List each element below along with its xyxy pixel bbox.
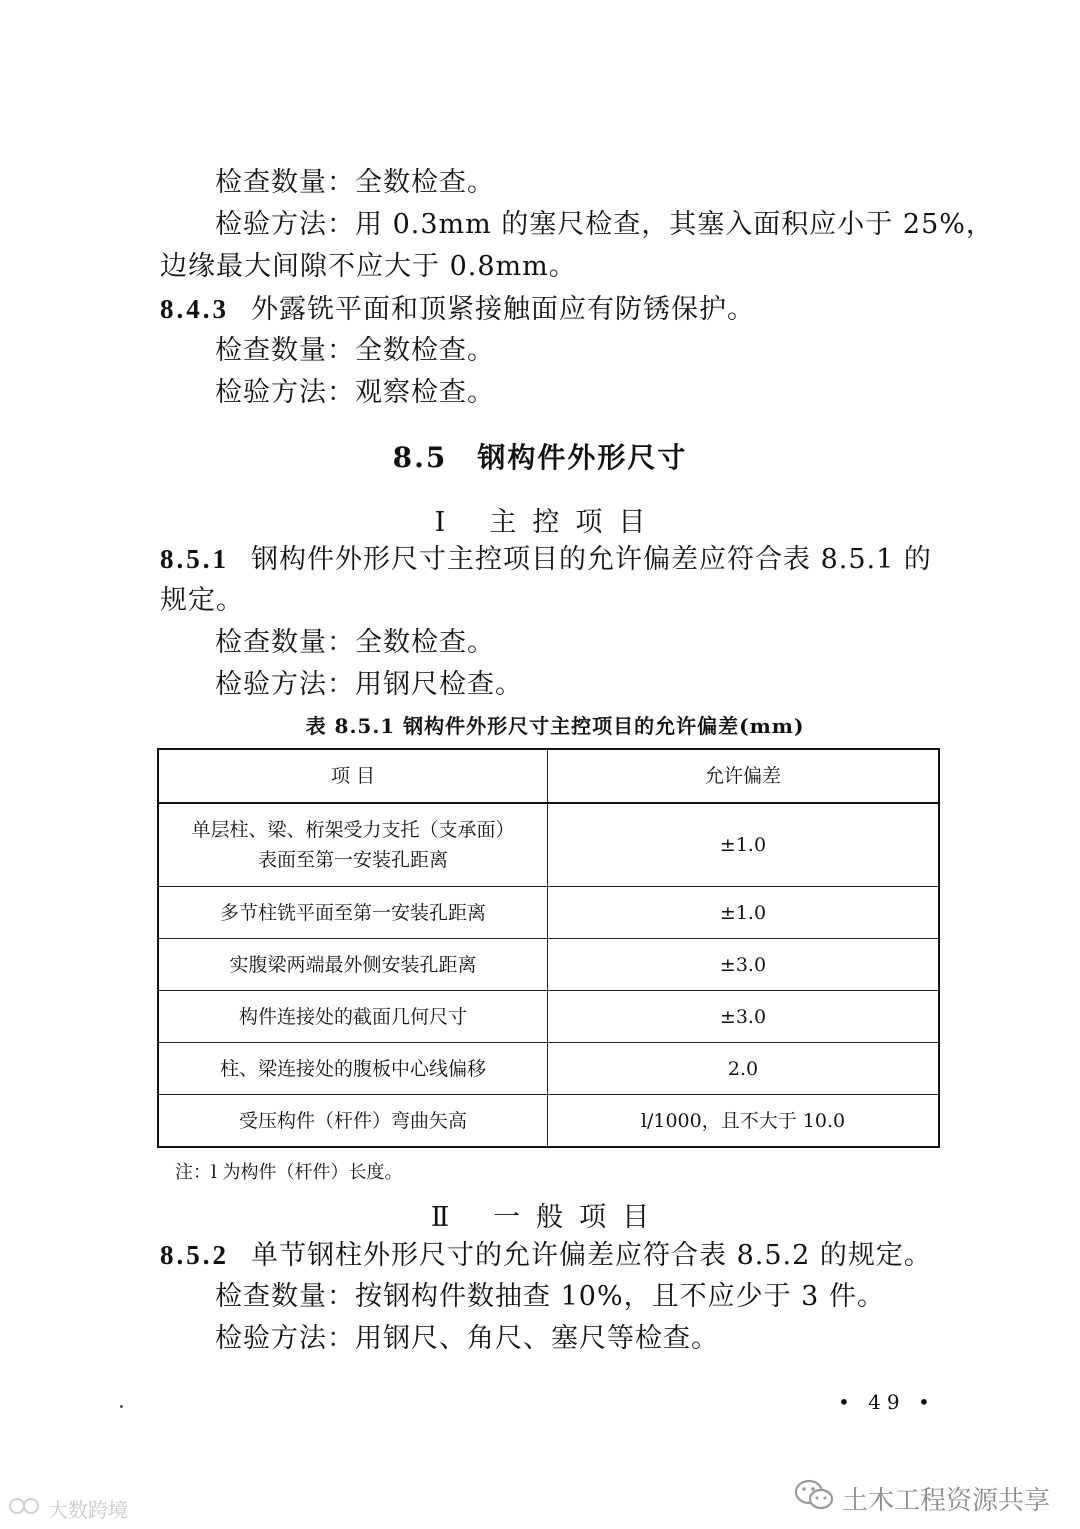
table-cell-value: ±1.0 xyxy=(548,887,940,939)
wechat-icon xyxy=(794,1478,834,1519)
table-cell-value: ±3.0 xyxy=(548,939,940,991)
table-header-item: 项 目 xyxy=(158,749,548,803)
subsection-title-2: 一般项目 xyxy=(493,1202,666,1233)
paragraph-check-method-1: 检验方法：用 0.3mm 的塞尺检查，其塞入面积应小于 25%， xyxy=(215,209,994,240)
scan-dot xyxy=(120,1405,123,1408)
clause-852-check-method: 检验方法：用钢尺、角尺、塞尺等检查。 xyxy=(215,1323,719,1354)
clause-851-text: 钢构件外形尺寸主控项目的允许偏差应符合表 8.5.1 的 xyxy=(251,544,932,575)
clause-843 xyxy=(160,290,755,329)
clause-843-text: 外露铣平面和顶紧接触面应有防锈保护。 xyxy=(251,294,755,325)
clause-852 xyxy=(160,1236,932,1275)
table-cell-item: 实腹梁两端最外侧安装孔距离 xyxy=(158,939,548,991)
subsection-numeral-2: Ⅱ xyxy=(430,1202,466,1233)
section-title: 钢构件外形尺寸 xyxy=(477,441,688,474)
table-cell-item-line: 单层柱、梁、桁架受力支托（支承面） xyxy=(191,819,515,841)
watermark-brand xyxy=(794,1478,1050,1519)
paragraph-continuation: 边缘最大间隙不应大于 0.8mm。 xyxy=(160,251,577,282)
table-cell-value: l/1000，且不大于 10.0 xyxy=(548,1095,940,1148)
table-row xyxy=(158,991,939,1043)
watermark-left-text: 大数跨境 xyxy=(48,1498,128,1522)
paragraph-check-count-2: 检查数量：全数检查。 xyxy=(215,335,495,366)
table-row xyxy=(158,887,939,939)
table-cell-item: 多节柱铣平面至第一安装孔距离 xyxy=(158,887,548,939)
paragraph-check-count-1: 检查数量：全数检查。 xyxy=(215,167,495,198)
subsection-numeral-1: Ⅰ xyxy=(434,507,462,538)
clause-851 xyxy=(160,540,932,579)
clause-852-text: 单节钢柱外形尺寸的允许偏差应符合表 8.5.2 的规定。 xyxy=(251,1240,932,1271)
table-cell-item: 受压构件（杆件）弯曲矢高 xyxy=(158,1095,548,1148)
clause-851-continuation: 规定。 xyxy=(160,585,244,616)
clause-851-check-count: 检查数量：全数检查。 xyxy=(215,627,495,658)
table-caption: 表 8.5.1 钢构件外形尺寸主控项目的允许偏差(mm) xyxy=(305,714,805,738)
subsection-heading-1 xyxy=(0,500,1080,539)
table-cell-value: 2.0 xyxy=(548,1043,940,1095)
table-row xyxy=(158,1043,939,1095)
subsection-heading-2 xyxy=(0,1195,1080,1234)
page-number: • 49 • xyxy=(838,1390,936,1414)
clause-852-check-count: 检查数量：按钢构件数抽查 10%，且不应少于 3 件。 xyxy=(215,1281,885,1312)
table-row xyxy=(158,939,939,991)
table-row xyxy=(158,1095,939,1148)
watermark-left xyxy=(8,1494,128,1523)
table-row xyxy=(158,803,939,887)
table-cell-item-line: 表面至第一安装孔距离 xyxy=(257,849,448,871)
table-header-row xyxy=(158,749,939,803)
clause-851-check-method: 检验方法：用钢尺检查。 xyxy=(215,669,523,700)
tolerance-table xyxy=(157,748,940,1148)
paragraph-check-method-2: 检验方法：观察检查。 xyxy=(215,377,495,408)
clause-852-number: 8.5.2 xyxy=(160,1240,229,1270)
section-heading xyxy=(0,436,1080,476)
clause-851-number: 8.5.1 xyxy=(160,544,229,574)
subsection-title-1: 主控项目 xyxy=(489,507,662,538)
watermark-brand-text: 土木工程资源共享 xyxy=(842,1486,1051,1516)
table-header-tolerance: 允许偏差 xyxy=(548,749,940,803)
table-cell-item: 柱、梁连接处的腹板中心线偏移 xyxy=(158,1043,548,1095)
table-note: 注：l 为构件（杆件）长度。 xyxy=(175,1162,403,1183)
clause-843-number: 8.4.3 xyxy=(160,294,229,324)
table-cell-item xyxy=(158,803,548,887)
table-cell-value: ±3.0 xyxy=(548,991,940,1043)
watermark-logo-icon xyxy=(8,1495,42,1522)
table-cell-value: ±1.0 xyxy=(548,803,940,887)
table-cell-item: 构件连接处的截面几何尺寸 xyxy=(158,991,548,1043)
section-number: 8.5 xyxy=(392,441,448,474)
